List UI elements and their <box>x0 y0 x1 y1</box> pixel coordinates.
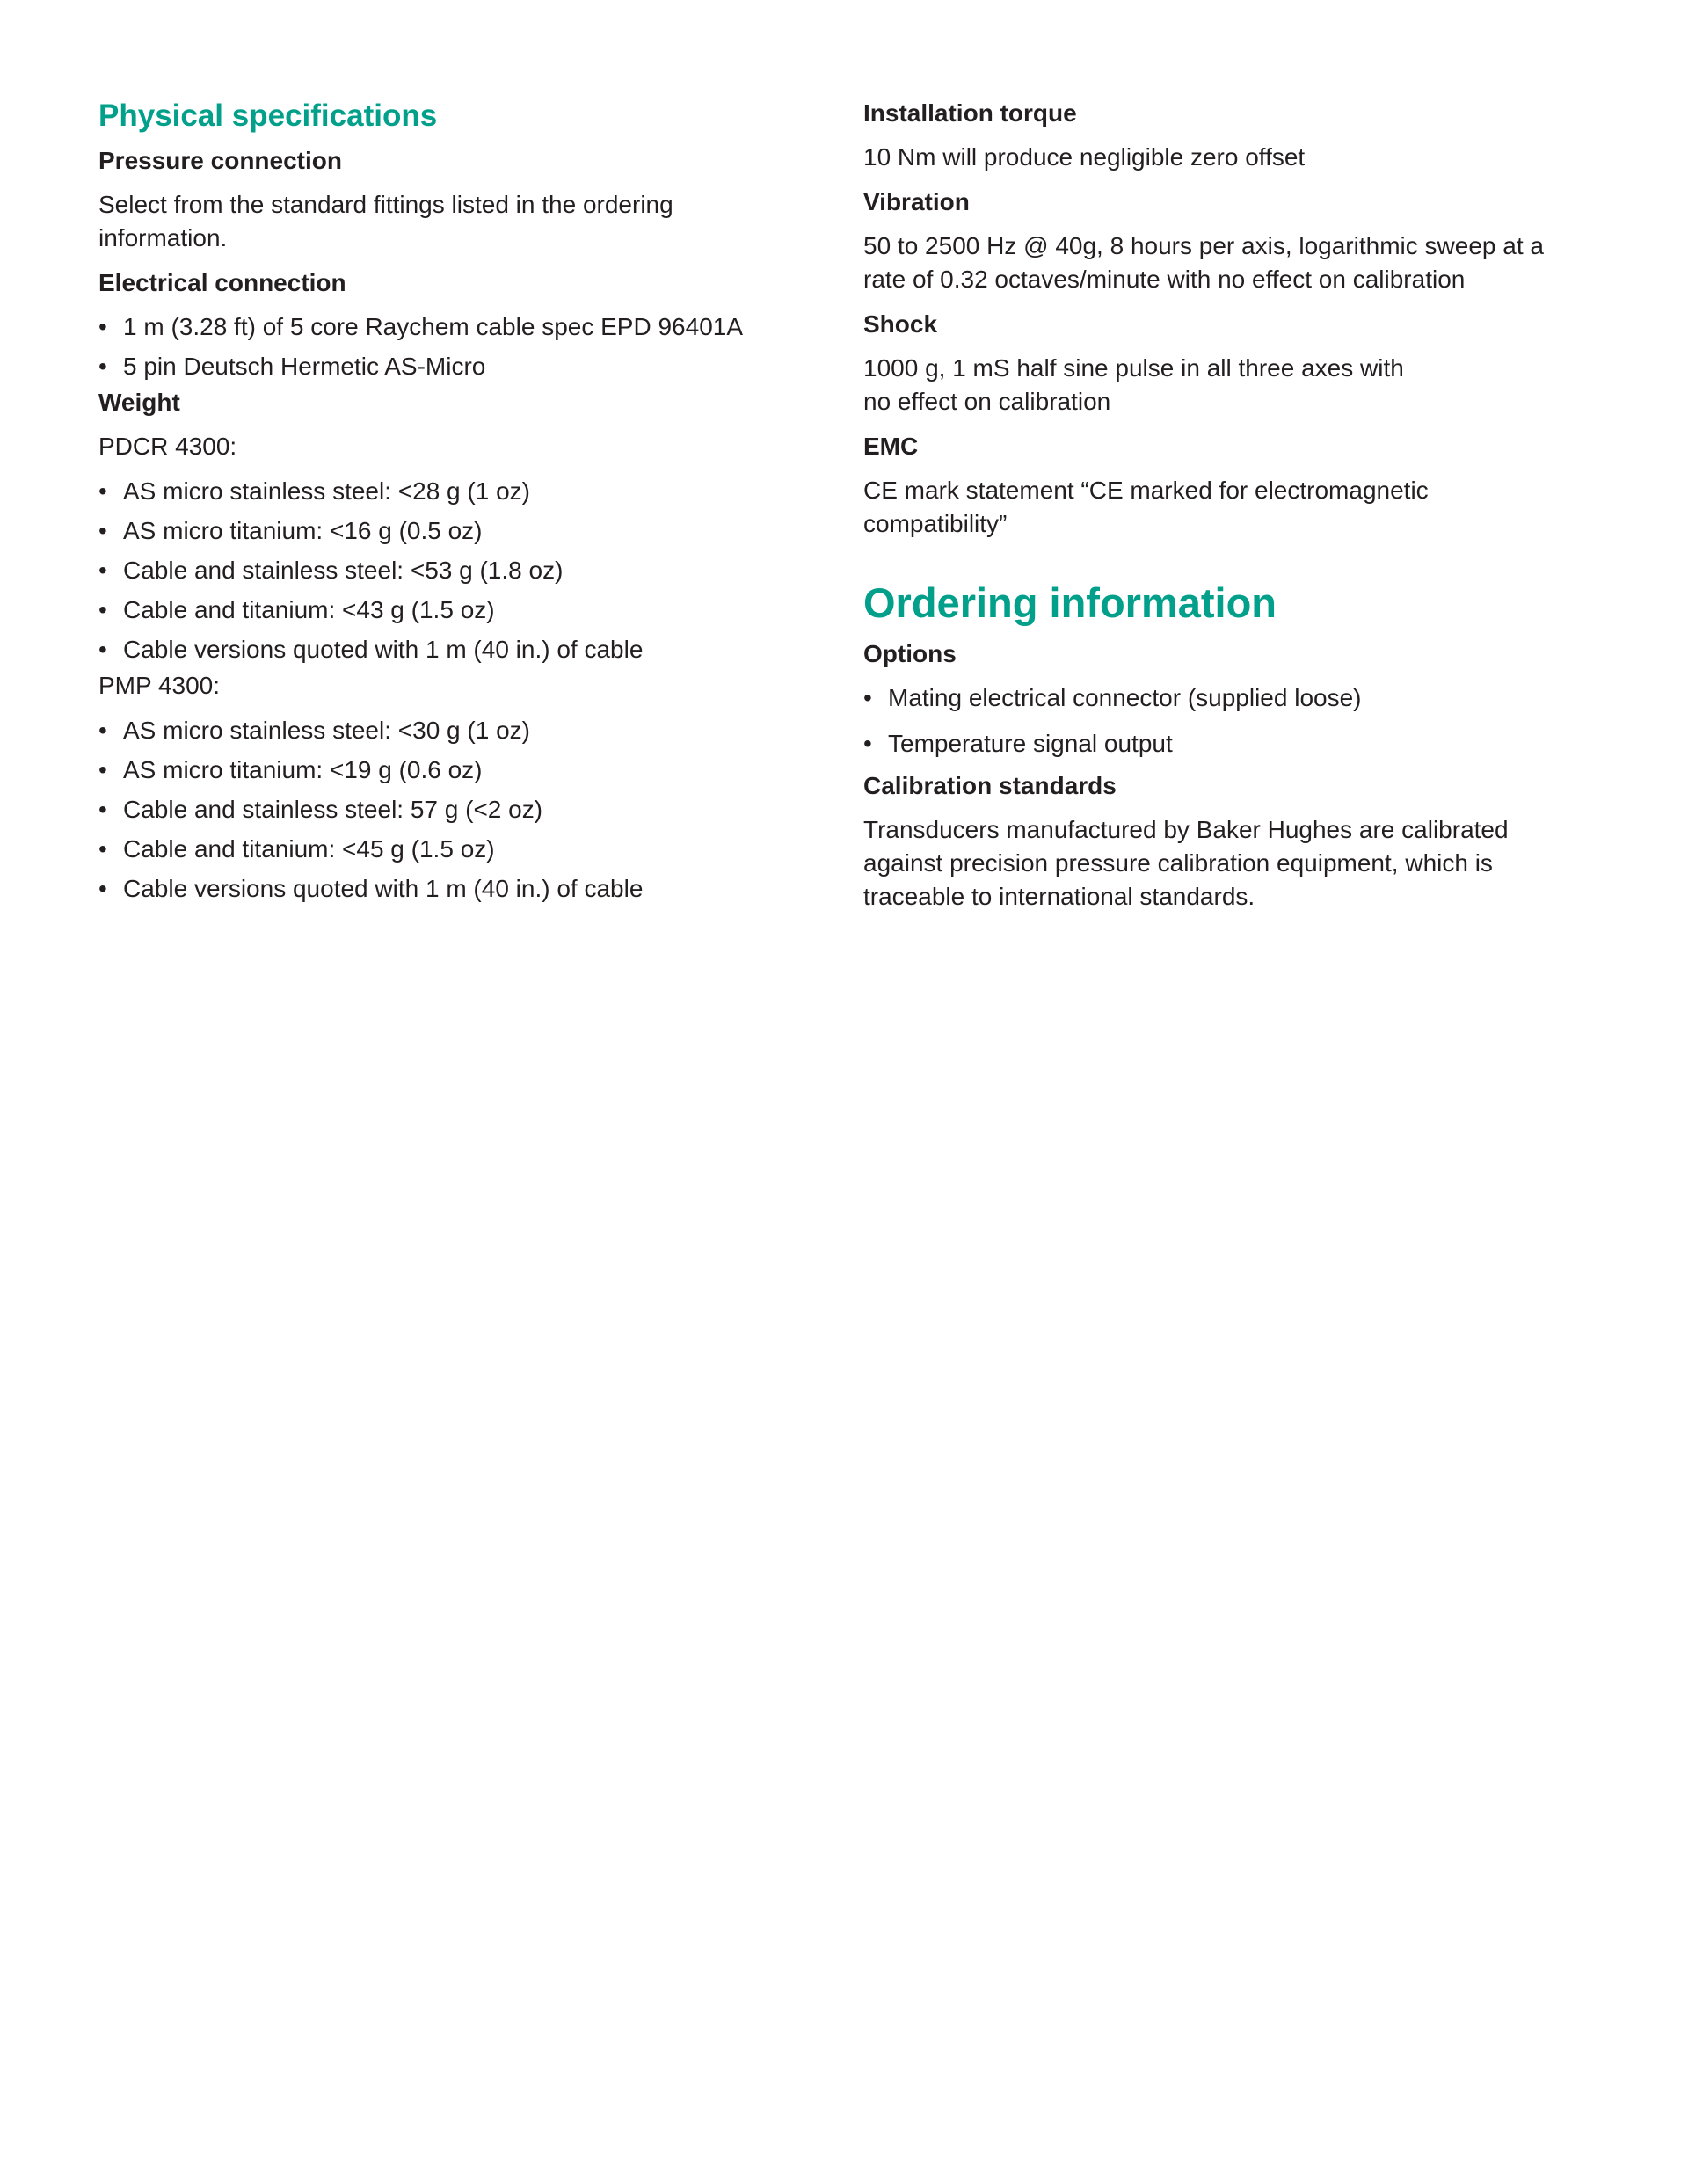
electrical-connection-list <box>98 310 802 383</box>
bullet-icon: • <box>98 353 107 381</box>
heading-weight: Weight <box>98 389 180 417</box>
pmp-label: PMP 4300: <box>98 672 221 700</box>
calibration-text <box>863 813 1593 914</box>
bullet-icon: • <box>863 684 872 712</box>
bullet-icon: • <box>98 636 107 664</box>
calibration-line-2: against precision pressure calibration equipment, which is <box>863 849 1493 877</box>
bullet-icon: • <box>98 517 107 545</box>
heading-emc: EMC <box>863 433 919 460</box>
right-column <box>863 97 1593 925</box>
bullet-icon: • <box>98 313 107 341</box>
calibration-line-3: traceable to international standards. <box>863 883 1255 911</box>
heading-vibration: Vibration <box>863 188 970 215</box>
list-item: • AS micro stainless steel: <28 g (1 oz) <box>98 475 802 508</box>
emc-line-1: CE mark statement “CE marked for electromagnetic <box>863 477 1429 504</box>
list-item: • Cable versions quoted with 1 m (40 in.) of cable <box>98 872 802 906</box>
heading-pressure-connection: Pressure connection <box>98 147 342 175</box>
left-column <box>98 97 802 912</box>
bullet-icon: • <box>98 557 107 585</box>
list-item: • Cable and titanium: <45 g (1.5 oz) <box>98 833 802 866</box>
list-item: • Mating electrical connector (supplied loose) <box>863 681 1593 715</box>
heading-shock: Shock <box>863 310 938 338</box>
section-title-physical-specifications: Physical specifications <box>98 98 438 133</box>
list-item: • Cable and stainless steel: 57 g (<2 oz) <box>98 793 802 826</box>
options-list <box>863 681 1593 761</box>
bullet-icon: • <box>98 477 107 506</box>
shock-line-2: no effect on calibration <box>863 388 1111 415</box>
list-item: • 1 m (3.28 ft) of 5 core Raychem cable spec EPD 96401A <box>98 310 802 344</box>
calibration-line-1: Transducers manufactured by Baker Hughes are calibrated <box>863 816 1509 844</box>
list-item: • AS micro stainless steel: <30 g (1 oz) <box>98 714 802 747</box>
vibration-text <box>863 229 1593 296</box>
emc-text <box>863 474 1593 541</box>
bullet-icon: • <box>98 835 107 863</box>
list-item: • AS micro titanium: <16 g (0.5 oz) <box>98 514 802 548</box>
pdcr-label: PDCR 4300: <box>98 433 237 461</box>
bullet-icon: • <box>98 717 107 745</box>
list-item: • Cable and stainless steel: <53 g (1.8 oz) <box>98 554 802 587</box>
list-item: • AS micro titanium: <19 g (0.6 oz) <box>98 753 802 787</box>
list-item: • Cable versions quoted with 1 m (40 in.) of cable <box>98 633 802 666</box>
vibration-line-2: rate of 0.32 octaves/minute with no effect on calibration <box>863 266 1466 293</box>
list-item: • Cable and titanium: <43 g (1.5 oz) <box>98 593 802 627</box>
shock-text <box>863 352 1593 419</box>
heading-options: Options <box>863 640 957 668</box>
section-title-ordering-information: Ordering information <box>863 579 1277 626</box>
bullet-icon: • <box>863 730 872 758</box>
bullet-icon: • <box>98 756 107 784</box>
installation-torque-text: 10 Nm will produce negligible zero offset <box>863 143 1306 171</box>
heading-installation-torque: Installation torque <box>863 99 1077 127</box>
bullet-icon: • <box>98 875 107 903</box>
heading-electrical-connection: Electrical connection <box>98 269 346 297</box>
bullet-icon: • <box>98 796 107 824</box>
emc-line-2: compatibility” <box>863 510 1008 537</box>
heading-calibration-standards: Calibration standards <box>863 772 1117 800</box>
pmp-weight-list <box>98 714 802 906</box>
pressure-connection-text: Select from the standard fittings listed in the ordering information. <box>98 191 673 252</box>
list-item: • 5 pin Deutsch Hermetic AS-Micro <box>98 350 802 383</box>
list-item: • Temperature signal output <box>863 727 1593 761</box>
shock-line-1: 1000 g, 1 mS half sine pulse in all three axes with <box>863 354 1404 382</box>
vibration-line-1: 50 to 2500 Hz @ 40g, 8 hours per axis, logarithmic sweep at a <box>863 232 1544 259</box>
bullet-icon: • <box>98 596 107 624</box>
pdcr-weight-list <box>98 475 802 666</box>
